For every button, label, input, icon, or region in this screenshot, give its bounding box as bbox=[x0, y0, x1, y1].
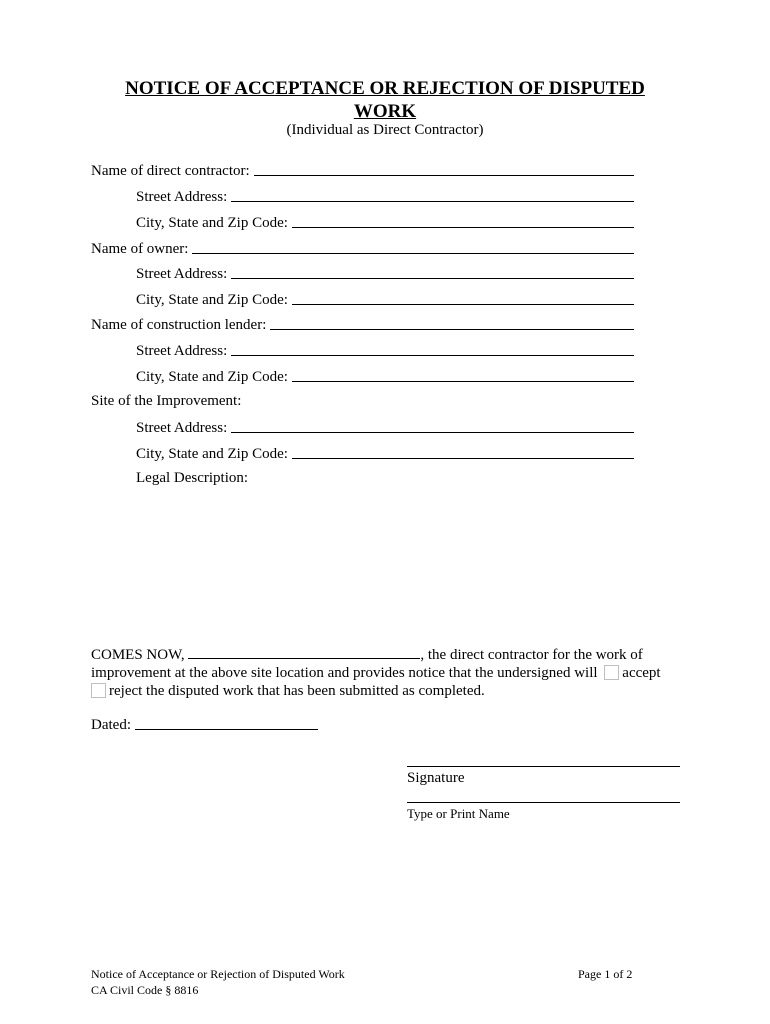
owner-city-label: City, State and Zip Code: bbox=[136, 292, 288, 308]
site-city-field[interactable] bbox=[136, 443, 634, 463]
owner-name-line[interactable] bbox=[192, 238, 634, 254]
legal-description-label: Legal Description: bbox=[136, 470, 249, 486]
direct-contractor-name-label: Name of direct contractor: bbox=[91, 163, 250, 179]
contractor-city-label: City, State and Zip Code: bbox=[136, 215, 288, 231]
contractor-name-blank[interactable] bbox=[188, 645, 420, 659]
lender-city-label: City, State and Zip Code: bbox=[136, 369, 288, 385]
lender-city-field[interactable] bbox=[136, 366, 634, 386]
signature-line[interactable] bbox=[407, 766, 680, 767]
comes-now-text: COMES NOW, bbox=[91, 647, 185, 663]
site-street-line[interactable] bbox=[231, 417, 634, 433]
notice-body-text: , the direct contractor for the work of improvement at the above site location and provides notice that the undersigned will bbox=[91, 647, 643, 681]
contractor-street-field[interactable] bbox=[136, 186, 634, 206]
document-subtitle: (Individual as Direct Contractor) bbox=[286, 122, 484, 138]
owner-street-label: Street Address: bbox=[136, 266, 228, 282]
notice-paragraph bbox=[91, 645, 666, 700]
print-name-line[interactable] bbox=[407, 802, 680, 803]
document-title-line-2: WORK bbox=[353, 101, 417, 122]
footer-document-title: Notice of Acceptance or Rejection of Disputed Work bbox=[91, 967, 345, 981]
site-heading: Site of the Improvement: bbox=[91, 393, 242, 409]
owner-city-line[interactable] bbox=[292, 289, 634, 305]
accept-label: accept bbox=[622, 665, 661, 681]
site-city-line[interactable] bbox=[292, 443, 634, 459]
footer-page-number: Page 1 of 2 bbox=[578, 967, 633, 981]
accept-checkbox[interactable] bbox=[604, 665, 619, 680]
reject-label: reject the disputed work that has been submitted as completed. bbox=[109, 683, 485, 699]
owner-name-label: Name of owner: bbox=[91, 241, 189, 257]
document-title-line-1: NOTICE OF ACCEPTANCE OR REJECTION OF DISPUTED bbox=[125, 78, 645, 99]
site-city-label: City, State and Zip Code: bbox=[136, 446, 288, 462]
owner-street-line[interactable] bbox=[231, 263, 634, 279]
contractor-street-label: Street Address: bbox=[136, 189, 228, 205]
lender-street-field[interactable] bbox=[136, 340, 634, 360]
lender-name-line[interactable] bbox=[270, 314, 634, 330]
signature-label: Signature bbox=[407, 770, 465, 786]
lender-name-field[interactable] bbox=[91, 314, 634, 334]
owner-street-field[interactable] bbox=[136, 263, 634, 283]
footer-code-reference: CA Civil Code § 8816 bbox=[91, 983, 199, 997]
direct-contractor-name-field[interactable] bbox=[91, 160, 634, 180]
owner-name-field[interactable] bbox=[91, 238, 634, 258]
reject-checkbox[interactable] bbox=[91, 683, 106, 698]
lender-street-line[interactable] bbox=[231, 340, 634, 356]
dated-field[interactable] bbox=[91, 714, 318, 734]
owner-city-field[interactable] bbox=[136, 289, 634, 309]
site-street-label: Street Address: bbox=[136, 420, 228, 436]
print-name-label: Type or Print Name bbox=[407, 806, 510, 821]
lender-street-label: Street Address: bbox=[136, 343, 228, 359]
contractor-city-field[interactable] bbox=[136, 212, 634, 232]
lender-city-line[interactable] bbox=[292, 366, 634, 382]
contractor-city-line[interactable] bbox=[292, 212, 634, 228]
dated-label: Dated: bbox=[91, 717, 131, 733]
dated-line[interactable] bbox=[135, 714, 318, 730]
contractor-street-line[interactable] bbox=[231, 186, 634, 202]
direct-contractor-name-line[interactable] bbox=[254, 160, 634, 176]
site-street-field[interactable] bbox=[136, 417, 634, 437]
lender-name-label: Name of construction lender: bbox=[91, 317, 267, 333]
